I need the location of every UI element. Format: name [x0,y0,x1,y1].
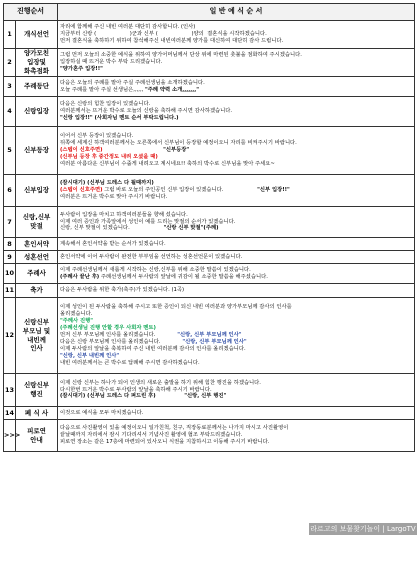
step-script [58,207,415,238]
step-number: 10 [4,264,16,284]
header-content-column: 일 반 예 식 순 서 [58,4,415,21]
script-line [60,133,412,140]
step-script [58,407,415,420]
script-line [60,147,412,154]
script-emphasis: "신랑 입장!!" (사회자님 멘트 순서 부탁드립니다.) [60,114,179,121]
script-text: 여러분은 뜨거운 박수로 맞아 주시기 바랍니다. [60,193,168,200]
script-emphasis: (스텝이 신호주면) [60,147,103,153]
script-text: 다음은 신랑 부모님께 인사를 올리겠습니다. [60,338,183,345]
step-script [58,251,415,264]
step-number: 14 [4,407,16,420]
script-text: 이것으로 예식을 모두 마치겠습니다. [60,409,144,416]
script-line [60,194,412,201]
script-line [60,425,412,432]
script-text: 자리에 함께해 주신 내빈 여러분 대단히 감사합니다. (인사) [60,24,196,31]
table-row [4,251,415,264]
script-line [60,52,412,59]
table-header-row [4,4,415,21]
script-line [60,87,412,94]
script-emphasis: (잠시대기) (신부님 드레스 다 펴드린 후) [60,393,156,400]
script-text: 먼저 신부 부모님께 인사를 올리겠습니다. [60,332,178,338]
script-emphasis: "신부 입장!!" [257,187,290,193]
script-line [60,180,412,187]
script-text: 주례선생님께서 두사람의 앞날에 귀감이 될 소중한 말씀을 해주셨습니다. [99,273,268,280]
script-emphasis: (주례선생님 진행 안할 경우 사회자 멘트) [60,325,156,332]
script-text: 다음은 오늘의 주례를 맡아 주실 주례선생님을 소개하겠습니다. [60,79,205,86]
script-text: 이제 두사람의 앞날을 축복하여 주신 내빈 여러분께 감사의 인사를 올리겠습니다. [60,345,246,352]
step-script [58,127,415,175]
step-name: 신부등장 [16,127,58,175]
script-emphasis: (주례사 끝난 후) [60,273,100,280]
script-text [156,393,185,399]
script-line [60,432,412,439]
script-line [60,304,412,311]
script-line [60,393,412,400]
script-text: 이제 성인이 된 두사람을 축하해 주시고 또한 증인이 되신 내빈 여러분과 양가부모님께 감사의 인사를 [60,304,292,311]
step-name: 피로연 안내 [16,420,58,452]
script-text: 끝날때까지 자리에서 잠시 기다리셔서 기념사진 촬영에 협조 부탁드리겠습니다. [60,432,243,438]
script-line [60,59,412,66]
script-text: 신랑, 신부 맞절이 있겠습니다. [60,225,164,232]
script-text: 내빈 여러분께서는 큰 박수로 답례해 주시면 감사하겠습니다. [60,359,200,366]
step-script [58,420,415,452]
script-line [60,274,412,281]
script-emphasis: (스텝이 신호주면) [60,187,103,193]
script-line [60,353,412,360]
table-row [4,420,415,452]
script-text: 피로연 장소는 같은 17층에 마련되어 있사오니 식권을 지참하시고 이동해 주시기 바랍니다. [60,438,270,445]
step-number: 2 [4,49,16,77]
table-row [4,238,415,251]
step-number: 6 [4,175,16,207]
script-line [60,254,412,261]
table-row [4,284,415,298]
step-script [58,175,415,207]
script-line [60,241,412,248]
script-emphasis: "주례 약력 소개,,,,,,," [145,86,200,93]
script-text: 이제 여러 증인과 가족앞에서 성인이 예를 드리는 맞절의 순서가 있겠습니다. [60,218,236,225]
channel-watermark: 라르고의 보물찾기놀이 | LargoTV [310,525,416,533]
script-emphasis: (잠시대기) (신부님 드레스 다 될때까지) [60,180,154,187]
script-text: 먼저 결혼식을 축하하기 위하여 참석해주신 내빈여러분께 양가를 대신하여 대단히 감사 드립니다. [60,37,284,44]
script-line [60,187,412,194]
step-name: 신랑입장 [16,97,58,127]
table-row [4,264,415,284]
script-line [60,325,412,332]
script-text: 이제 신랑 신부는 하나가 되어 인생의 새로운 출발을 하기 위해 힘찬 행진을 하겠습니다. [60,379,261,386]
script-text: 그럼 먼저 오늘의 소중한 예식을 위하여 양가어머님께서 단상 위에 마련된 촛불을 점화하여 주시겠습니다. [60,52,302,59]
script-text: 여러분께서는 뜨거운 박수로 오늘의 신랑을 축하해 주시면 감사하겠습니다. [60,108,233,114]
table-row [4,49,415,77]
script-emphasis: "신랑, 신부 부모님께 인사" [177,332,242,338]
step-script [58,49,415,77]
script-emphasis: (신부님 등장 후 중간정도 내려 오셨을 때) [60,153,158,160]
script-line [60,287,412,294]
step-number: 7 [4,207,16,238]
script-emphasis: "주례사 진행" [60,318,93,325]
script-line [60,154,412,161]
step-script [58,298,415,374]
script-line [60,140,412,147]
table-row [4,175,415,207]
script-text: 올리겠습니다. [60,311,93,318]
step-number: 12 [4,298,16,374]
step-name: 신랑신부 부모님 및 내빈께 인사 [16,298,58,374]
step-name: 신랑,신부 맞절 [16,207,58,238]
script-text [103,147,164,153]
script-emphasis: "신랑, 신부 행진" [184,393,227,400]
script-text: 다시한번 뜨거운 박수로 두사람의 앞날을 축하해 주시기 바랍니다. [60,386,212,393]
step-number: >>> [4,420,16,452]
table-row [4,374,415,407]
step-name: 양가모친 입장및 화촉점화 [16,49,58,77]
script-line [60,360,412,367]
script-line [60,101,412,108]
step-number: 3 [4,77,16,97]
script-line [60,346,412,353]
step-name: 혼인서약 [16,238,58,251]
table-row [4,298,415,374]
script-line [60,439,412,446]
step-number: 13 [4,374,16,407]
step-name: 축가 [16,284,58,298]
step-name: 폐 식 사 [16,407,58,420]
header-step-column: 진행순서 [4,4,58,21]
script-line [60,225,412,232]
step-name: 주례등단 [16,77,58,97]
step-name: 주례사 [16,264,58,284]
script-text: 입장하실 때 뜨거운 박수 부탁 드리겠습니다. [60,59,163,65]
step-script [58,77,415,97]
script-text: 뒤쪽에 세계신 하객여러분께서는 오른쪽에서 신부님이 등장할 예정이오니 자리를 비켜주시기 바랍니다. [60,140,297,147]
step-script [58,284,415,298]
script-line [60,339,412,346]
script-line [60,108,412,115]
step-script [58,238,415,251]
script-line [60,380,412,387]
script-text: 이제 주례선생님께서 새롭게 시작하는 신랑,신부를 위해 소중한 말씀이 있겠습니다. [60,266,251,273]
script-line [60,161,412,168]
script-line [60,212,412,219]
table-row [4,407,415,420]
table-row [4,207,415,238]
step-name: 신랑신부 행진 [16,374,58,407]
table-row [4,127,415,175]
script-emphasis: "신부등장" [163,147,190,153]
script-line [60,66,412,73]
step-script [58,21,415,49]
script-text: 두사람이 입장을 마치고 하객여러분들을 향해 섰습니다. [60,211,188,218]
step-name: 신부입장 [16,175,58,207]
script-emphasis: "신랑 신부 맞절"(주례) [163,225,219,232]
script-emphasis: "신랑, 신부 내빈께 인사" [60,352,120,359]
wedding-program-document [3,3,416,533]
table-row [4,97,415,127]
step-number: 9 [4,251,16,264]
table-row [4,77,415,97]
script-line [60,115,412,122]
step-script [58,264,415,284]
step-number: 4 [4,97,16,127]
script-line [60,332,412,339]
script-text: 오늘 주례를 맡아 주실 선생님은,,,,,, [60,86,146,93]
step-number: 5 [4,127,16,175]
ceremony-order-table [3,3,415,452]
script-line [60,38,412,45]
script-line [60,267,412,274]
script-emphasis: "양가혼주 입장!!" [60,65,103,72]
table-row [4,21,415,49]
script-text: 여러분 아름다운 신부님이 수줍게 내려오고 계시네요!! 축하의 박수로 신부님을 맞아 주세요~ [60,160,275,167]
script-line [60,31,412,38]
script-line [60,80,412,87]
step-script [58,374,415,407]
script-text: 이어서 신부 등장이 있겠습니다. [60,133,134,140]
script-line [60,318,412,325]
script-text: 다음으로 사진촬영이 있을 예정이오니 일가친척, 친구, 직장동료분께서는 나가지 마시고 사진촬영이 [60,425,289,432]
step-name: 성혼선언 [16,251,58,264]
step-name: 개식선언 [16,21,58,49]
step-number: 1 [4,21,16,49]
step-number: 11 [4,284,16,298]
script-line [60,311,412,318]
script-text: 혼인서약에 이어 두사람이 완전한 부부임을 선언하는 성혼선언문이 있겠습니다. [60,253,243,260]
script-text: 지금부터 신랑 ( )군과 신부 ( )양의 결혼식을 시작하겠습니다. [60,31,267,37]
script-text: 그럼 바로 오늘의 주인공인 신부 입장이 있겠습니다. [102,187,258,193]
step-script [58,97,415,127]
script-text: 다음은 신랑의 힘찬 입장이 있겠습니다. [60,101,151,108]
script-text: 다음은 두사람을 위한 축가(축주)가 있겠습니다. (1곡) [60,287,185,293]
script-line [60,410,412,417]
script-line [60,24,412,31]
script-text: 계속해서 혼인서약을 받는 순서가 있겠습니다. [60,240,166,247]
script-emphasis: "신랑, 신부 부모님께 인사" [182,338,247,345]
step-number: 8 [4,238,16,251]
